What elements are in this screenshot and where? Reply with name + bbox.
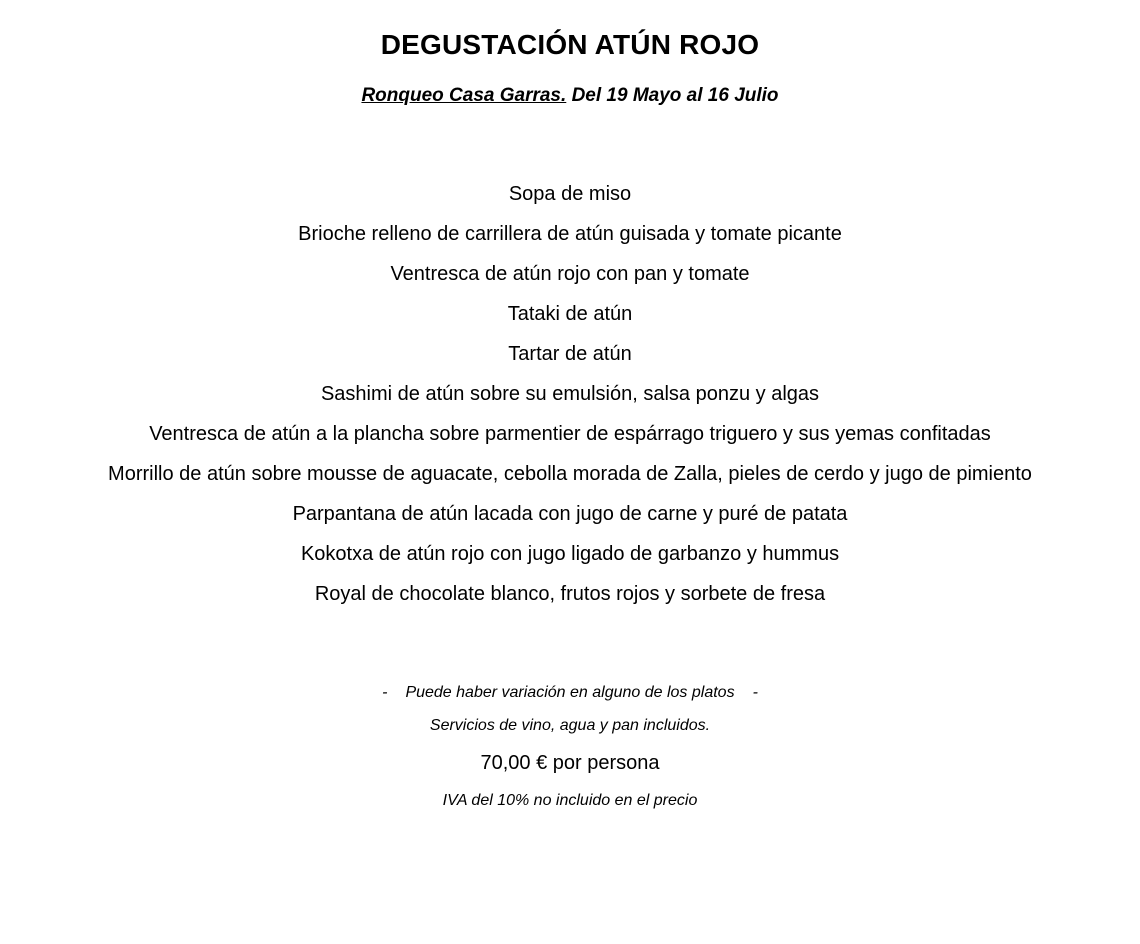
list-item: Royal de chocolate blanco, frutos rojos y sorbete de fresa: [314, 583, 826, 606]
dish-list: [40, 174, 1100, 614]
list-item: Brioche relleno de carrillera de atún guisada y tomate picante: [298, 223, 842, 246]
list-item: Morrillo de atún sobre mousse de aguacate, cebolla morada de Zalla, pieles de cerdo y jugo de pimiento: [108, 463, 1032, 486]
included-services-note: Servicios de vino, agua y pan incluidos.: [429, 717, 711, 735]
dash-right: -: [752, 684, 758, 702]
list-item: Parpantana de atún lacada con jugo de carne y puré de patata: [292, 503, 848, 526]
tax-note: IVA del 10% no incluido en el precio: [442, 792, 698, 810]
footnotes: [40, 676, 1100, 817]
list-item: Ventresca de atún rojo con pan y tomate: [390, 263, 750, 286]
menu-date-range: Del 19 Mayo al 16 Julio: [571, 84, 779, 106]
list-item: Sashimi de atún sobre su emulsión, salsa ponzu y algas: [320, 383, 820, 406]
list-item: Ventresca de atún a la plancha sobre parmentier de espárrago triguero y sus yemas confitadas: [149, 423, 991, 446]
variation-note: Puede haber variación en alguno de los platos: [405, 684, 735, 702]
menu-subtitle: [40, 84, 1100, 109]
price-per-person: 70,00 € por persona: [480, 752, 660, 775]
list-item: Kokotxa de atún rojo con jugo ligado de garbanzo y hummus: [300, 543, 840, 566]
variation-note-line: [40, 676, 1100, 709]
list-item: Sopa de miso: [508, 183, 632, 206]
dash-left: -: [382, 684, 388, 702]
list-item: Tartar de atún: [508, 343, 632, 366]
page-title: DEGUSTACIÓN ATÚN ROJO: [380, 29, 760, 60]
venue-name: Ronqueo Casa Garras.: [361, 84, 567, 106]
list-item: Tataki de atún: [507, 303, 633, 326]
